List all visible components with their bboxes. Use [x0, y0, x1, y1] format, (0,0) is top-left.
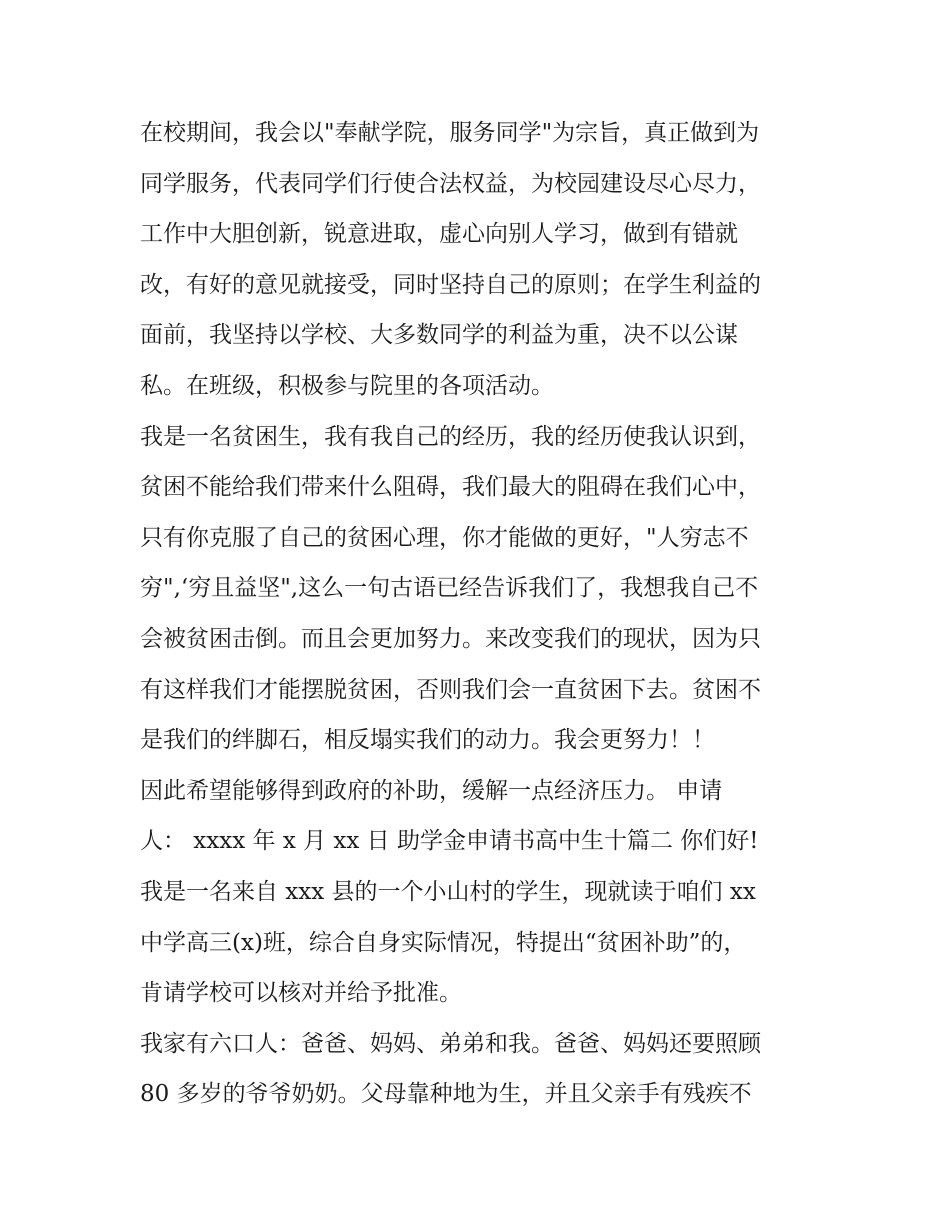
- text-line: 工作中大胆创新，锐意进取，虚心向别人学习，做到有错就: [140, 221, 738, 248]
- text-line: 我是一名贫困生，我有我自己的经历，我的经历使我认识到，: [140, 423, 761, 450]
- text-line: 因此希望能够得到政府的补助，缓解一点经济压力。 申请: [140, 777, 723, 804]
- text-line: 在校期间，我会以"奉献学院，服务同学"为宗旨，真正做到为: [140, 120, 760, 146]
- text-line: 会被贫困击倒。而且会更加努力。来改变我们的现状，因为只: [140, 625, 761, 652]
- text-line: 有这样我们才能摆脱贫困，否则我们会一直贫困下去。贫困不: [140, 676, 761, 703]
- text-line: 80 多岁的爷爷奶奶。父母靠种地为生，并且父亲手有残疾不: [140, 1081, 752, 1108]
- text-line: 人： xxxx 年 x 月 xx 日 助学金申请书高中生十篇二 你们好!: [140, 828, 759, 855]
- text-line: 是我们的绊脚石，相反塌实我们的动力。我会更努力！！: [140, 727, 715, 754]
- text-line: 我家有六口人：爸爸、妈妈、弟弟和我。爸爸、妈妈还要照顾: [140, 1030, 761, 1057]
- text-line: 同学服务，代表同学们行使合法权益，为校园建设尽心尽力，: [140, 170, 761, 197]
- text-line: 中学高三(x)班，综合自身实际情况，特提出“贫困补助”的，: [140, 929, 747, 956]
- text-line: 面前，我坚持以学校、大多数同学的利益为重，决不以公谋: [140, 322, 738, 349]
- text-line: 穷",‘穷且益坚",这么一句古语已经告诉我们了，我想我自己不: [140, 575, 759, 602]
- text-line: 肯请学校可以核对并给予批准。: [140, 980, 462, 1007]
- text-line: 贫困不能给我们带来什么阻碍，我们最大的阻碍在我们心中，: [140, 474, 761, 501]
- text-line: 我是一名来自 xxx 县的一个小山村的学生，现就读于咱们 xx: [140, 878, 756, 905]
- body-text: [140, 108, 820, 1120]
- text-line: 改，有好的意见就接受，同时坚持自己的原则；在学生利益的: [140, 271, 761, 298]
- text-line: 只有你克服了自己的贫困心理，你才能做的更好，"人穷志不: [140, 524, 749, 551]
- text-line: 私。在班级，积极参与院里的各项活动。: [140, 372, 554, 399]
